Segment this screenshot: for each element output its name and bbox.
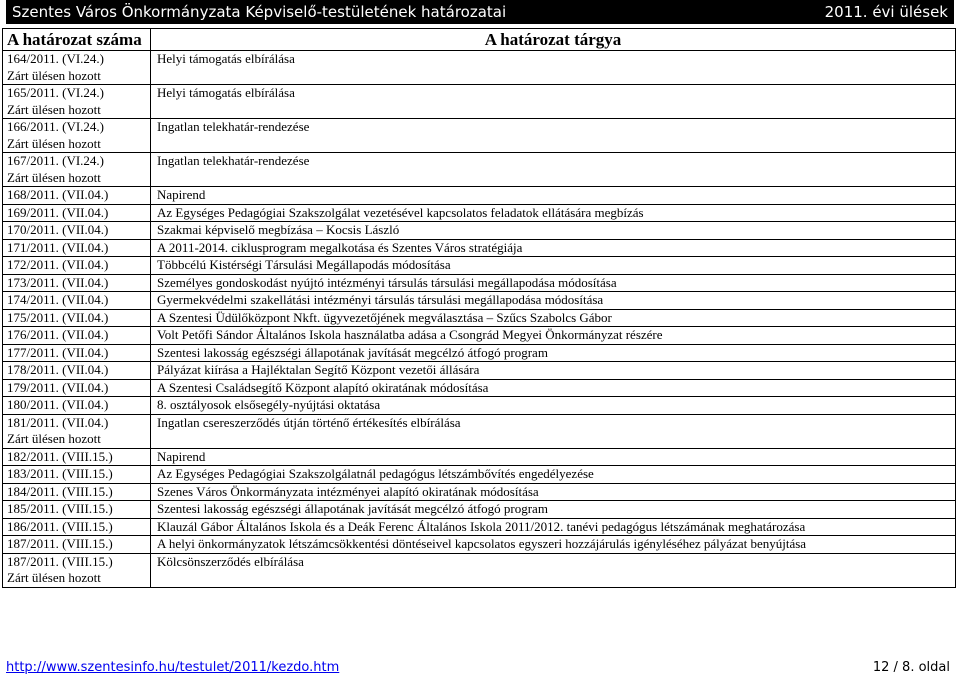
resolution-number: 177/2011. (VII.04.): [7, 344, 109, 360]
resolution-number-cell: [3, 414, 151, 448]
resolution-number-cell: [3, 222, 151, 240]
page-number: 12 / 8. oldal: [872, 659, 950, 675]
resolution-number: 175/2011. (VII.04.): [7, 309, 109, 325]
resolution-number: 171/2011. (VII.04.): [7, 239, 109, 255]
table-row: [3, 379, 956, 397]
resolution-number: 180/2011. (VII.04.): [7, 397, 109, 412]
closed-session-note: Zárt ülésen hozott: [7, 67, 101, 83]
table-row: [3, 483, 956, 501]
table-row: [3, 119, 956, 153]
resolution-number: 167/2011. (VI.24.): [7, 153, 105, 168]
resolution-number-cell: [3, 483, 151, 501]
resolution-subject: Kölcsönszerződés elbírálása: [151, 553, 956, 587]
table-row: [3, 327, 956, 345]
resolution-number-cell: [3, 204, 151, 222]
resolution-number: 185/2011. (VIII.15.): [7, 501, 113, 516]
resolution-number: 186/2011. (VIII.15.): [7, 518, 113, 534]
table-row: [3, 51, 956, 85]
table-row: [3, 448, 956, 466]
resolution-number: 187/2011. (VIII.15.): [7, 536, 113, 551]
resolution-number-cell: [3, 292, 151, 310]
resolution-subject: Helyi támogatás elbírálása: [151, 85, 956, 119]
resolution-subject: Ingatlan telekhatár-rendezése: [151, 119, 956, 153]
resolution-subject: Napirend: [151, 187, 956, 205]
column-header-number: A határozat száma: [3, 29, 151, 51]
resolution-number: 176/2011. (VII.04.): [7, 327, 109, 342]
resolution-subject: Személyes gondoskodást nyújtó intézményi társulás társulási megállapodása módosítása: [151, 274, 956, 292]
resolution-number: 165/2011. (VI.24.): [7, 85, 105, 100]
page-header: [6, 0, 954, 24]
source-link[interactable]: http://www.szentesinfo.hu/testulet/2011/kezdo.htm: [6, 659, 340, 675]
resolution-number: 168/2011. (VII.04.): [7, 187, 109, 202]
resolution-number-cell: [3, 239, 151, 257]
resolution-number-cell: [3, 274, 151, 292]
resolution-subject: Többcélú Kistérségi Társulási Megállapodás módosítása: [151, 257, 956, 275]
table-row: [3, 257, 956, 275]
resolution-subject: A helyi önkormányzatok létszámcsökkentési döntéseivel kapcsolatos egyszeri hozzájárulás igényléséhez pályázat benyújtása: [151, 536, 956, 554]
page-footer: [6, 658, 954, 676]
table-row: [3, 466, 956, 484]
resolution-subject: Ingatlan telekhatár-rendezése: [151, 153, 956, 187]
resolution-number-cell: [3, 119, 151, 153]
resolution-number-cell: [3, 309, 151, 327]
resolution-subject: Ingatlan csereszerződés útján történő értékesítés elbírálása: [151, 414, 956, 448]
table-row: [3, 553, 956, 587]
resolution-subject: Szentesi lakosság egészségi állapotának javítását megcélzó átfogó program: [151, 344, 956, 362]
resolution-number: 172/2011. (VII.04.): [7, 257, 109, 272]
resolution-number-cell: [3, 501, 151, 519]
resolution-number: 164/2011. (VI.24.): [7, 51, 105, 66]
table-row: [3, 309, 956, 327]
resolution-number-cell: [3, 448, 151, 466]
table-row: [3, 85, 956, 119]
closed-session-note: Zárt ülésen hozott: [7, 570, 101, 585]
table-row: [3, 362, 956, 380]
resolution-number: 166/2011. (VI.24.): [7, 119, 105, 134]
resolutions-table: [2, 28, 956, 588]
table-row: [3, 414, 956, 448]
resolution-number: 169/2011. (VII.04.): [7, 204, 109, 220]
table-row: [3, 222, 956, 240]
resolution-subject: Helyi támogatás elbírálása: [151, 51, 956, 85]
resolution-number: 187/2011. (VIII.15.): [7, 553, 113, 569]
resolution-number-cell: [3, 51, 151, 85]
table-row: [3, 501, 956, 519]
table-row: [3, 187, 956, 205]
column-header-subject: A határozat tárgya: [151, 29, 956, 51]
resolution-subject: Szenes Város Önkormányzata intézményei alapító okiratának módosítása: [151, 483, 956, 501]
resolution-number: 174/2011. (VII.04.): [7, 292, 109, 307]
resolution-subject: Az Egységes Pedagógiai Szakszolgálatnál pedagógus létszámbővítés engedélyezése: [151, 466, 956, 484]
header-year: 2011. évi ülések: [824, 3, 948, 21]
resolution-subject: A Szentesi Üdülőközpont Nkft. ügyvezetőjének megválasztása – Szűcs Szabolcs Gábor: [151, 309, 956, 327]
resolution-subject: Napirend: [151, 448, 956, 466]
resolution-subject: A Szentesi Családsegítő Központ alapító okiratának módosítása: [151, 379, 956, 397]
resolution-number-cell: [3, 257, 151, 275]
resolution-number-cell: [3, 187, 151, 205]
closed-session-note: Zárt ülésen hozott: [7, 169, 101, 185]
table-body: [3, 51, 956, 588]
resolution-number: 181/2011. (VII.04.): [7, 414, 109, 430]
resolution-subject: Az Egységes Pedagógiai Szakszolgálat vezetésével kapcsolatos feladatok ellátására megbízás: [151, 204, 956, 222]
resolution-subject: Volt Petőfi Sándor Általános Iskola használatba adása a Csongrád Megyei Önkormányzat részére: [151, 327, 956, 345]
resolution-number: 182/2011. (VIII.15.): [7, 448, 113, 464]
resolution-number-cell: [3, 397, 151, 415]
table-row: [3, 204, 956, 222]
resolution-subject: Szentesi lakosság egészségi állapotának javítását megcélzó átfogó program: [151, 501, 956, 519]
table-row: [3, 292, 956, 310]
resolution-subject: A 2011-2014. ciklusprogram megalkotása és Szentes Város stratégiája: [151, 239, 956, 257]
resolution-number-cell: [3, 362, 151, 380]
resolution-number-cell: [3, 379, 151, 397]
resolution-number-cell: [3, 85, 151, 119]
table-row: [3, 274, 956, 292]
resolution-subject: Szakmai képviselő megbízása – Kocsis László: [151, 222, 956, 240]
resolution-number: 173/2011. (VII.04.): [7, 274, 109, 290]
resolution-number: 183/2011. (VIII.15.): [7, 466, 113, 481]
resolution-number-cell: [3, 153, 151, 187]
resolution-number: 179/2011. (VII.04.): [7, 379, 109, 395]
table-row: [3, 239, 956, 257]
table-row: [3, 397, 956, 415]
table-row: [3, 518, 956, 536]
resolution-number: 178/2011. (VII.04.): [7, 362, 109, 377]
resolution-number-cell: [3, 466, 151, 484]
closed-session-note: Zárt ülésen hozott: [7, 101, 101, 117]
resolution-number-cell: [3, 536, 151, 554]
resolution-number-cell: [3, 518, 151, 536]
resolution-subject: Pályázat kiírása a Hajléktalan Segítő Központ vezetői állására: [151, 362, 956, 380]
resolution-number-cell: [3, 327, 151, 345]
header-title: Szentes Város Önkormányzata Képviselő-testületének határozatai: [12, 3, 507, 21]
table-row: [3, 153, 956, 187]
resolution-number: 184/2011. (VIII.15.): [7, 483, 113, 499]
resolution-number-cell: [3, 344, 151, 362]
resolution-subject: Klauzál Gábor Általános Iskola és a Deák Ferenc Általános Iskola 2011/2012. tanévi pedagógus létszámának meghatározása: [151, 518, 956, 536]
table-row: [3, 344, 956, 362]
resolution-number: 170/2011. (VII.04.): [7, 222, 109, 237]
closed-session-note: Zárt ülésen hozott: [7, 431, 101, 446]
resolution-number-cell: [3, 553, 151, 587]
table-header-row: [3, 29, 956, 51]
closed-session-note: Zárt ülésen hozott: [7, 135, 101, 151]
resolution-subject: 8. osztályosok elsősegély-nyújtási oktatása: [151, 397, 956, 415]
resolution-subject: Gyermekvédelmi szakellátási intézményi társulás társulási megállapodása módosítása: [151, 292, 956, 310]
table-row: [3, 536, 956, 554]
